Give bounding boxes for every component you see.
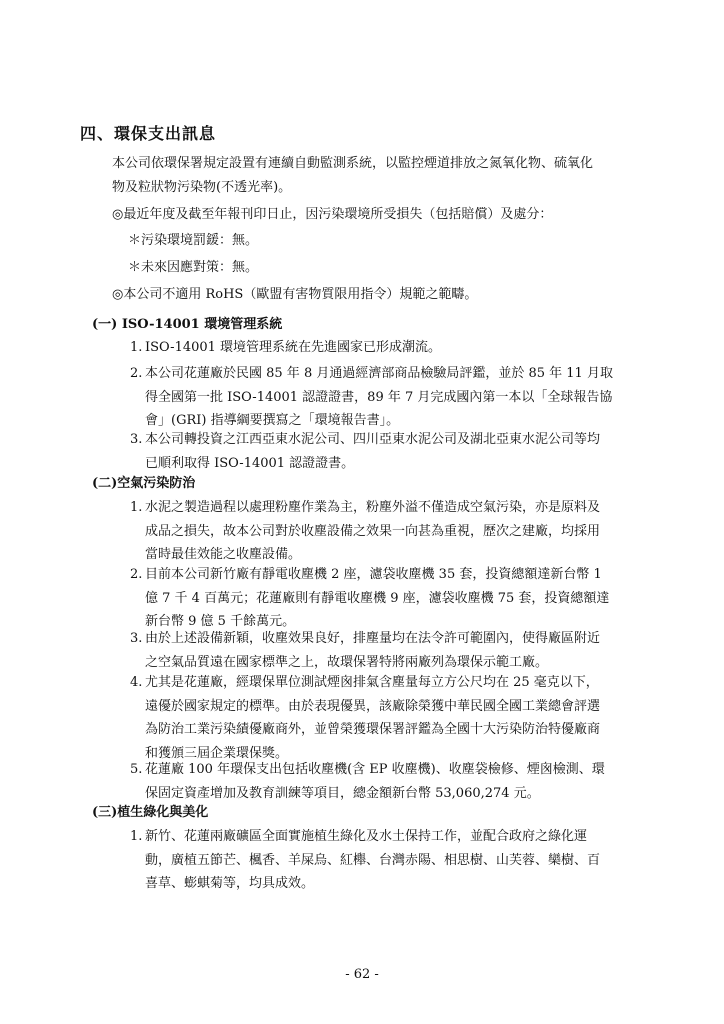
item-line: 本公司轉投資之江西亞東水泥公司、四川亞東水泥公司及湖北亞東水泥公司等均 <box>145 432 601 447</box>
future-line: ＊未來因應對策：無。 <box>128 260 259 275</box>
item-line: ISO-14001 環境管理系統在先進國家已形成潮流。 <box>145 340 442 355</box>
item-line: 當時最佳效能之收塵設備。 <box>145 547 302 562</box>
loss-statement: ◎最近年度及截至年報刊印日止，因污染環境所受損失（包括賠償）及處分： <box>112 207 553 222</box>
page-number: - 62 - <box>345 967 379 982</box>
list-item <box>130 336 655 360</box>
item-number: 1. <box>130 340 143 355</box>
list-item <box>130 563 655 634</box>
item-line: 花蓮廠 100 年環保支出包括收塵機(含 EP 收塵機)、收塵袋檢修、煙囪檢測、環 <box>145 762 605 777</box>
section-heading-iso: (一) ISO-14001 環境管理系統 <box>92 317 283 332</box>
item-line: 億 7 千 4 百萬元；花蓮廠則有靜電收塵機 9 座，濾袋收塵機 75 套，投資總額達 <box>145 590 610 606</box>
item-number: 3. <box>130 432 143 447</box>
section-heading-greening: (三)植生綠化與美化 <box>92 805 209 820</box>
item-line: 本公司花蓮廠於民國 85 年 8 月通過經濟部商品檢驗局評鑑，並於 85 年 11 月取 <box>145 366 613 381</box>
intro-line: 本公司依環保署規定設置有連續自動監測系統，以監控煙道排放之氮氧化物、硫氧化 <box>112 156 594 171</box>
item-line: 新台幣 9 億 5 千餘萬元。 <box>145 614 296 629</box>
item-line: 之空氣品質遠在國家標準之上，故環保署特將兩廠列為環保示範工廠。 <box>145 654 549 670</box>
item-line: 由於上述設備新穎，收塵效果良好，排塵量均在法令許可範圍內，使得廠區附近 <box>145 631 601 646</box>
item-number: 2. <box>130 366 143 381</box>
item-number: 4. <box>130 675 143 690</box>
section-heading-air: (二)空氣污染防治 <box>92 476 196 491</box>
item-line: 已順利取得 ISO-14001 認證證書。 <box>145 455 355 471</box>
item-line: 新竹、花蓮兩廠礦區全面實施植生綠化及水土保持工作，並配合政府之綠化運 <box>145 829 588 844</box>
list-item <box>130 627 655 674</box>
item-line: 水泥之製造過程以處理粉塵作業為主，粉塵外溢不僅造成空氣污染，亦是原料及 <box>145 500 601 515</box>
intro-line: 物及粒狀物污染物(不透光率)。 <box>112 180 292 195</box>
item-line: 目前本公司新竹廠有靜電收塵機 2 座，濾袋收塵機 35 套，投資總額達新台幣 1 <box>145 567 602 582</box>
item-number: 5. <box>130 762 143 777</box>
item-number: 1. <box>130 500 143 515</box>
section-title: 四、環保支出訊息 <box>80 124 217 143</box>
item-line: 保固定資產增加及教育訓練等項目，總金額新台幣 53,060,274 元。 <box>145 785 540 801</box>
intro-paragraph <box>112 152 593 200</box>
list-item <box>130 496 655 567</box>
item-line: 得全國第一批 ISO-14001 認證證書，89 年 7 月完成國內第一本以「全球報告協 <box>145 389 613 405</box>
item-line: 尤其是花蓮廠，經環保單位測試煙囪排氣含塵量每立方公尺均在 25 毫克以下， <box>145 675 599 690</box>
item-line: 動，廣植五節芒、楓香、羊屎烏、紅櫸、台灣赤陽、相思樹、山芙蓉、欒樹、百 <box>145 852 601 868</box>
item-line: 成品之損失，故本公司對於收塵設備之效果一向甚為重視，歷次之建廠，均採用 <box>145 523 601 539</box>
list-item <box>130 428 655 475</box>
list-item <box>130 362 655 433</box>
item-number: 1. <box>130 829 143 844</box>
penalty-line: ＊污染環境罰鍰：無。 <box>128 233 259 248</box>
item-line: 為防治工業污染績優廠商外，並曾榮獲環保署評鑑為全國十大污染防治特優廠商 <box>145 722 601 737</box>
item-line: 和獲頒三屆企業環保獎。 <box>145 745 289 761</box>
list-item <box>130 758 655 805</box>
item-number: 3. <box>130 631 143 646</box>
item-line: 遠優於國家規定的標準。由於表現優異，該廠除榮獲中華民國全國工業總會評選 <box>145 698 601 714</box>
list-item <box>130 825 655 896</box>
item-line: 喜草、蟛蜞菊等，均具成效。 <box>145 876 315 891</box>
list-item <box>130 671 655 765</box>
rohs-line: ◎本公司不適用 RoHS（歐盟有害物質限用指令）規範之範疇。 <box>112 287 478 302</box>
item-number: 2. <box>130 567 143 582</box>
item-line: 會」(GRI) 指導綱要撰寫之「環境報告書」。 <box>145 413 400 428</box>
